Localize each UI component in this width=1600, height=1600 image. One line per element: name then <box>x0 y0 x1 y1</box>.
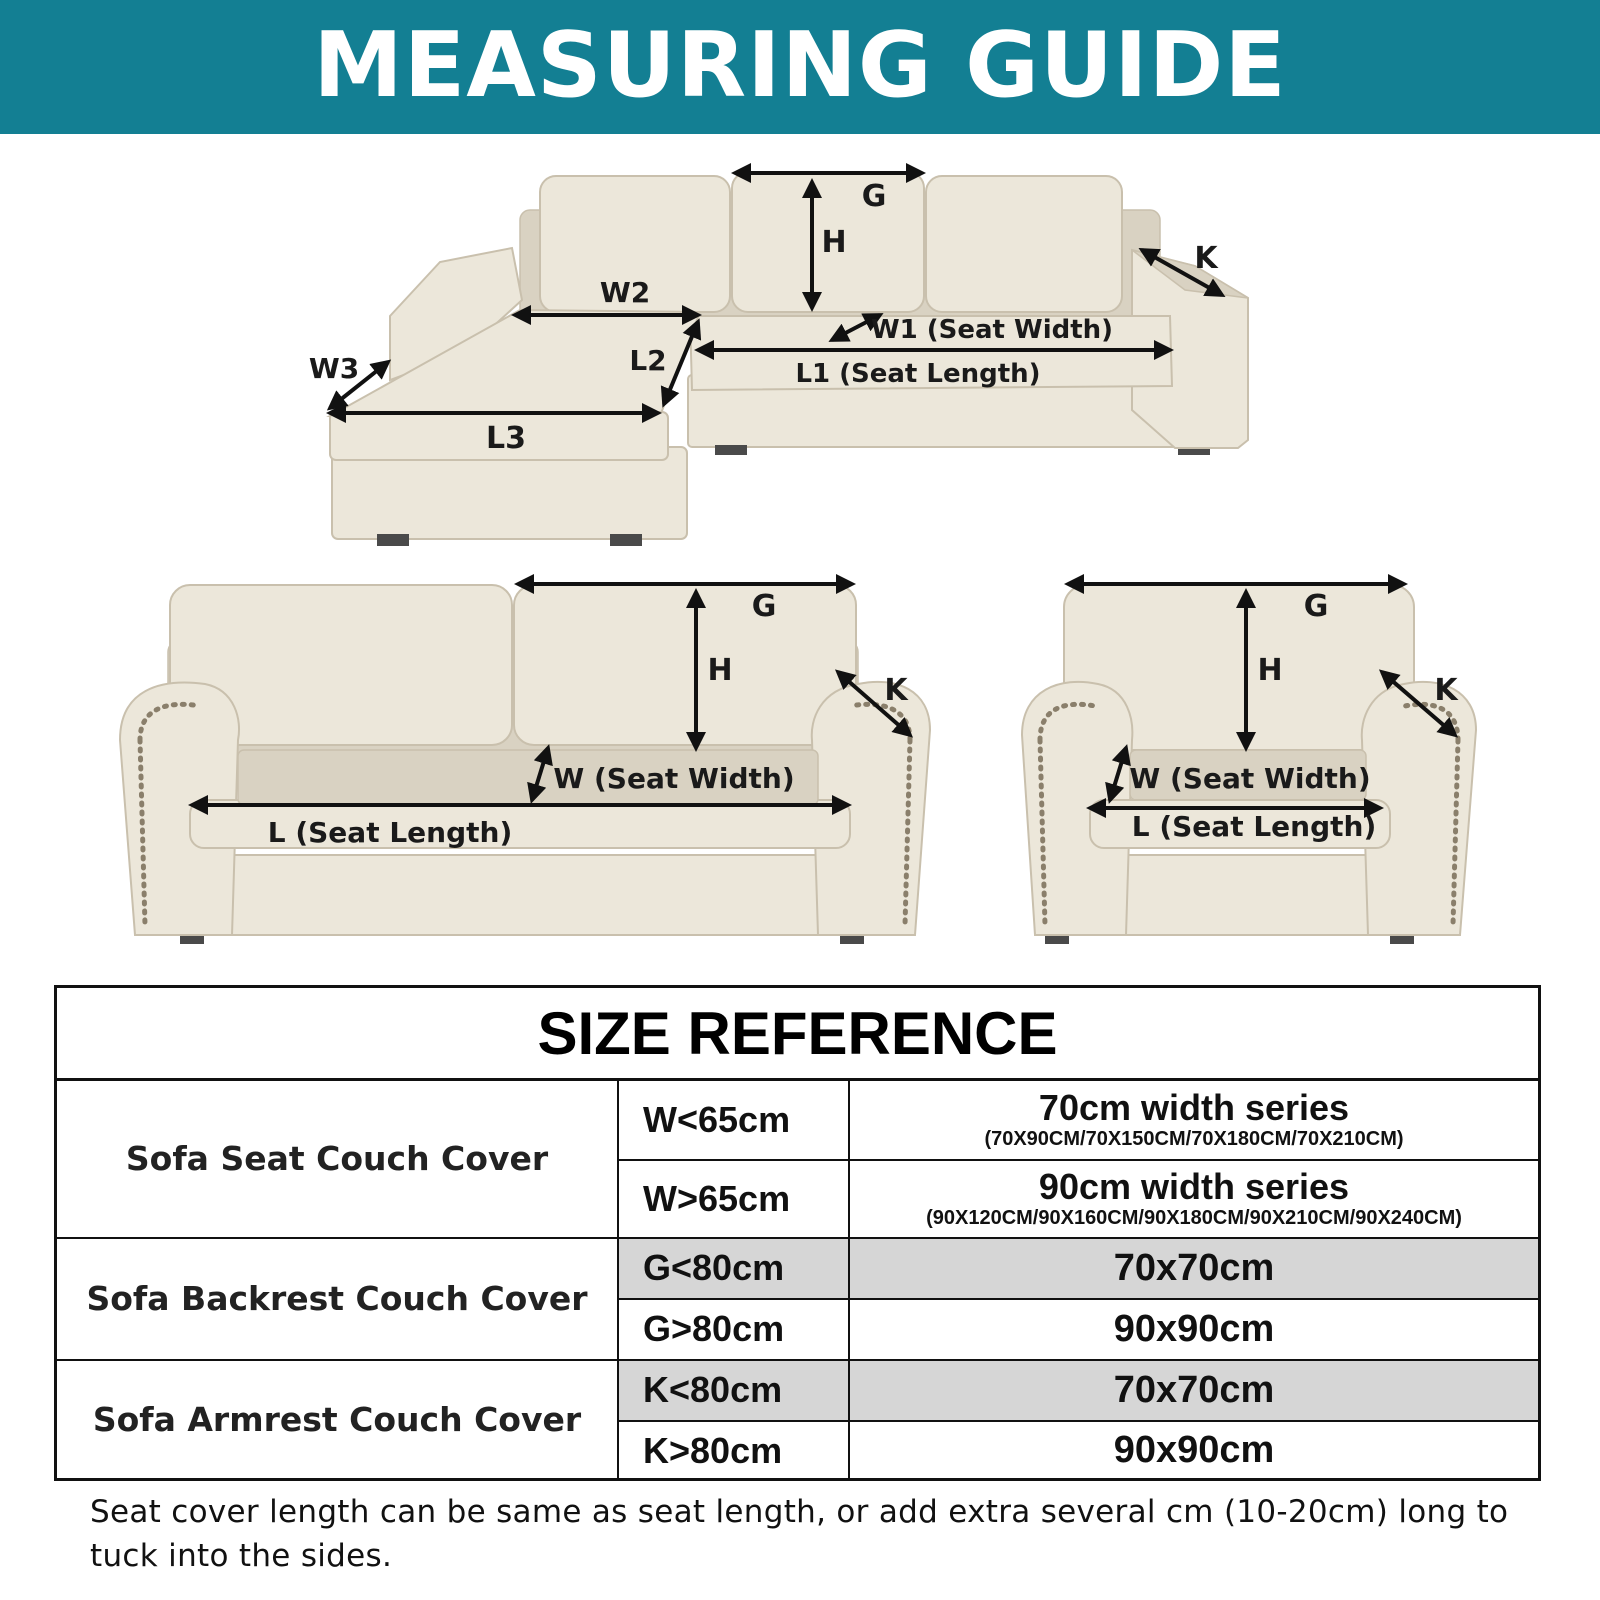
size-cell: 90x90cm <box>849 1299 1538 1360</box>
condition-cell: G<80cm <box>618 1238 849 1299</box>
label-sectional-l3: L3 <box>486 421 526 456</box>
size-reference-grid <box>57 1078 1538 1481</box>
size-detail: (90X120CM/90X160CM/90X180CM/90X210CM/90X240CM) <box>926 1206 1462 1229</box>
loveseat-sofa <box>120 585 930 944</box>
group-label-armrest: Sofa Armrest Couch Cover <box>57 1360 618 1480</box>
label-sectional-g: G <box>861 179 887 214</box>
table-row <box>57 1238 1538 1299</box>
label-armchair-g: G <box>1303 589 1329 624</box>
condition-cell: W>65cm <box>618 1160 849 1238</box>
sofa-diagrams <box>0 134 1600 974</box>
size-cell: 70x70cm <box>849 1238 1538 1299</box>
group-label-seat: Sofa Seat Couch Cover <box>57 1080 618 1238</box>
size-cell: 90x90cm <box>849 1421 1538 1480</box>
header-banner <box>0 0 1600 134</box>
label-loveseat-g: G <box>751 589 777 624</box>
size-detail: (70X90CM/70X150CM/70X180CM/70X210CM) <box>984 1127 1404 1150</box>
condition-cell: W<65cm <box>618 1080 849 1160</box>
size-series: 90cm width series <box>1038 1165 1350 1207</box>
label-sectional-l2: L2 <box>629 344 667 377</box>
footnote-text: Seat cover length can be same as seat length, or add extra several cm (10-20cm) long to tuck into the sides. <box>90 1494 1509 1574</box>
label-sectional-k: K <box>1194 241 1218 276</box>
condition-cell: K<80cm <box>618 1360 849 1421</box>
size-reference-title: SIZE REFERENCE <box>537 1000 1058 1067</box>
label-sectional-l1: L1 (Seat Length) <box>795 359 1041 389</box>
size-cell <box>849 1160 1538 1238</box>
label-sectional-w1: W1 (Seat Width) <box>870 315 1114 345</box>
table-row <box>57 1360 1538 1421</box>
size-series: 70cm width series <box>1038 1086 1350 1128</box>
condition-cell: G>80cm <box>618 1299 849 1360</box>
condition-cell: K>80cm <box>618 1421 849 1480</box>
label-armchair-k: K <box>1434 673 1458 708</box>
group-label-backrest: Sofa Backrest Couch Cover <box>57 1238 618 1360</box>
label-armchair-l: L (Seat Length) <box>1131 810 1377 843</box>
label-loveseat-l: L (Seat Length) <box>267 816 513 849</box>
label-sectional-h: H <box>821 225 847 260</box>
label-loveseat-w: W (Seat Width) <box>553 762 795 795</box>
size-cell <box>849 1080 1538 1160</box>
size-reference-table <box>54 985 1541 1481</box>
table-row <box>57 1080 1538 1160</box>
label-sectional-w2: W2 <box>599 276 651 309</box>
label-armchair-h: H <box>1257 653 1283 688</box>
label-sectional-w3: W3 <box>308 352 360 385</box>
size-cell: 70x70cm <box>849 1360 1538 1421</box>
page-title: MEASURING GUIDE <box>313 13 1287 118</box>
label-armchair-w: W (Seat Width) <box>1129 762 1371 795</box>
label-loveseat-k: K <box>884 673 908 708</box>
sectional-sofa <box>330 172 1248 546</box>
label-loveseat-h: H <box>707 653 733 688</box>
